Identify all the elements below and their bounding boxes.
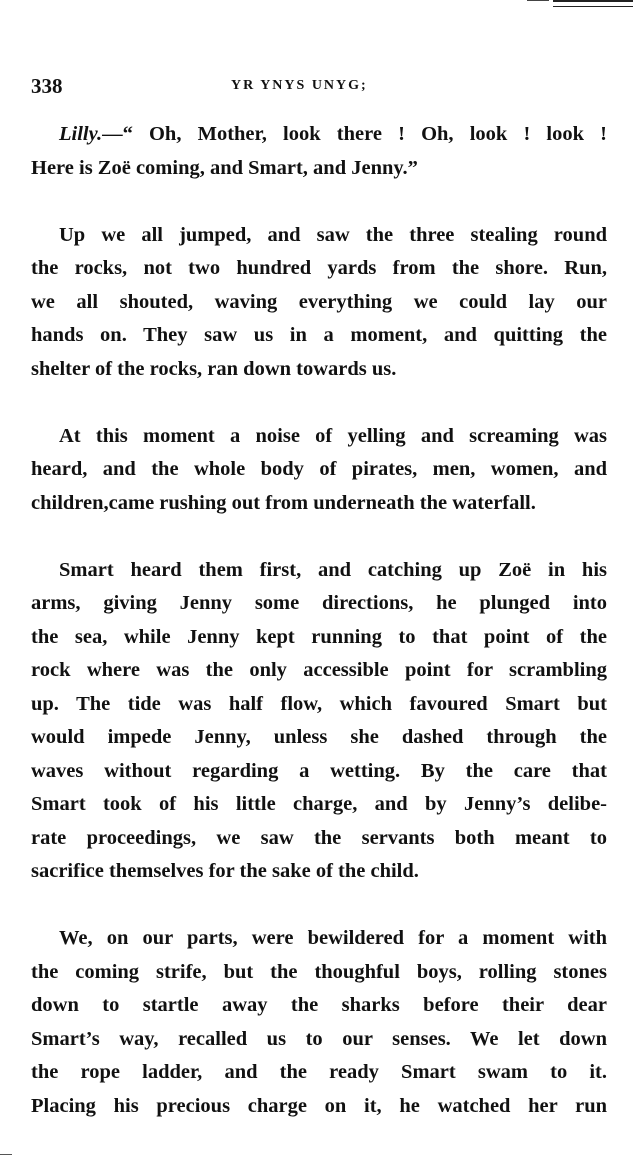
text-line: Here is Zoë coming, and Smart, and Jenny.” [31, 156, 418, 179]
text-line: up. The tide was half flow, which favoured Smart but [31, 692, 607, 715]
top-rule-mark [527, 0, 549, 1]
paragraph-2 [31, 219, 607, 387]
text-line: hands on. They saw us in a moment, and quitting the [31, 324, 607, 346]
text-line: down to startle away the sharks before their dear [31, 994, 607, 1016]
paragraph-5 [31, 922, 607, 1123]
paragraph-1 [31, 118, 607, 185]
corner-mark [0, 1154, 12, 1155]
body-text [31, 118, 607, 1123]
running-head: YR YNYS UNYG; [231, 78, 368, 93]
text-line: the coming strife, but the thoughful boys, rolling stones [31, 960, 607, 983]
text-line: At this moment a noise of yelling and screaming was [59, 424, 607, 447]
text-line: heard, and the whole body of pirates, men, women, and [31, 458, 607, 480]
text-line: would impede Jenny, unless she dashed through the [31, 726, 607, 748]
text-line: Smart heard them first, and catching up Zoë in his [59, 558, 607, 581]
text-line: Placing his precious charge on it, he watched her run [31, 1094, 607, 1117]
text-line: the sea, while Jenny kept running to that point of the [31, 625, 607, 648]
text-line: we all shouted, waving everything we could lay our [31, 290, 607, 313]
text-line: the rocks, not two hundred yards from the shore. Run, [31, 257, 607, 279]
text-line: sacrifice themselves for the sake of the child. [31, 860, 419, 882]
text-line: rock where was the only accessible point for scrambling [31, 659, 607, 681]
text-line-content: —“ Oh, Mother, look there ! Oh, look ! look ! [102, 123, 607, 145]
text-line: children,came rushing out from underneath the waterfall. [31, 491, 536, 514]
text-line: We, on our parts, were bewildered for a moment with [59, 927, 607, 949]
paragraph-4 [31, 554, 607, 889]
text-line [31, 118, 607, 152]
text-line: the rope ladder, and the ready Smart swam to it. [31, 1061, 607, 1083]
text-line: Smart took of his little charge, and by Jenny’s delibe- [31, 793, 607, 815]
text-line: Smart’s way, recalled us to our senses. We let down [31, 1027, 607, 1050]
page-header [31, 74, 606, 100]
top-rule [553, 0, 633, 7]
speaker-name: Lilly. [59, 123, 103, 145]
text-line: arms, giving Jenny some directions, he plunged into [31, 592, 607, 614]
text-line: rate proceedings, we saw the servants both meant to [31, 826, 607, 849]
page-number: 338 [31, 74, 63, 98]
text-line: shelter of the rocks, ran down towards us. [31, 357, 397, 380]
text-line: waves without regarding a wetting. By the care that [31, 759, 607, 782]
text-line: Up we all jumped, and saw the three stealing round [59, 223, 607, 246]
paragraph-3 [31, 420, 607, 521]
